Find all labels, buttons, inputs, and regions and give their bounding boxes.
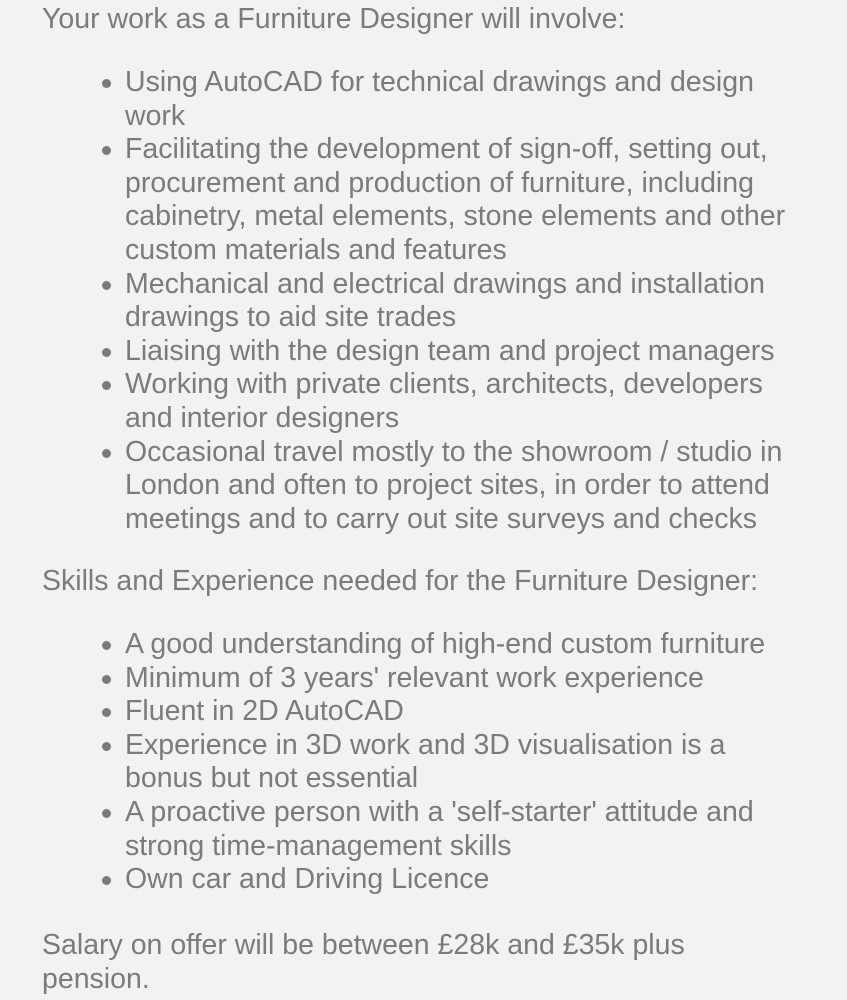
bullet-icon: [102, 675, 111, 684]
salary-text: Salary on offer will be between £28k and £35k plus pension.: [42, 929, 685, 995]
bullet-icon: [102, 146, 111, 155]
bullet-icon: [102, 809, 111, 818]
bullet-icon: [102, 79, 111, 88]
list-item-text: Minimum of 3 years' relevant work experience: [125, 661, 704, 694]
list-item-text: Mechanical and electrical drawings and installation drawings to aid site trades: [125, 267, 766, 334]
bullet-icon: [102, 348, 111, 357]
list-item: [125, 368, 785, 435]
bullet-icon: [102, 381, 111, 390]
list-item-text: A good understanding of high-end custom furniture: [125, 628, 766, 660]
list-item: [125, 863, 825, 897]
list-item-text: Working with private clients, architects, developers and interior designers: [125, 368, 763, 434]
list-item: [125, 628, 825, 662]
list-item: [125, 436, 815, 537]
list-item-text: Occasional travel mostly to the showroom / studio in London and often to project sites, in order to attend meetings and to carry out site surveys and checks: [125, 435, 783, 535]
bullet-icon: [102, 708, 111, 717]
list-item-text: Own car and Driving Licence: [125, 863, 490, 896]
list-item: [125, 729, 765, 796]
list-item-text: Experience in 3D work and 3D visualisation is a bonus but not essential: [125, 728, 726, 795]
work-section-heading: Your work as a Furniture Designer will involve:: [42, 3, 626, 35]
bullet-icon: [102, 742, 111, 751]
list-item: [125, 695, 825, 729]
list-item: [125, 268, 795, 335]
list-item-text: Fluent in 2D AutoCAD: [125, 695, 404, 728]
skills-section-heading: Skills and Experience needed for the Furniture Designer:: [42, 565, 759, 597]
bullet-icon: [102, 449, 111, 458]
list-item: [125, 66, 785, 133]
list-item: [125, 796, 795, 863]
bullet-icon: [102, 641, 111, 650]
list-item: [125, 133, 815, 267]
skills-list: [125, 628, 845, 897]
list-item: [125, 335, 825, 369]
list-item-text: Facilitating the development of sign-off, setting out, procurement and production of furniture, including cabinetry, metal elements, stone elements and other custom materials and features: [125, 133, 786, 266]
bullet-icon: [102, 876, 111, 885]
list-item: [125, 662, 825, 696]
bullet-icon: [102, 281, 111, 290]
work-duties-list: [125, 66, 845, 536]
list-item-text: Liaising with the design team and project managers: [125, 334, 775, 367]
list-item-text: Using AutoCAD for technical drawings and design work: [125, 66, 754, 132]
list-item-text: A proactive person with a 'self-starter' attitude and strong time-management skills: [125, 795, 754, 862]
